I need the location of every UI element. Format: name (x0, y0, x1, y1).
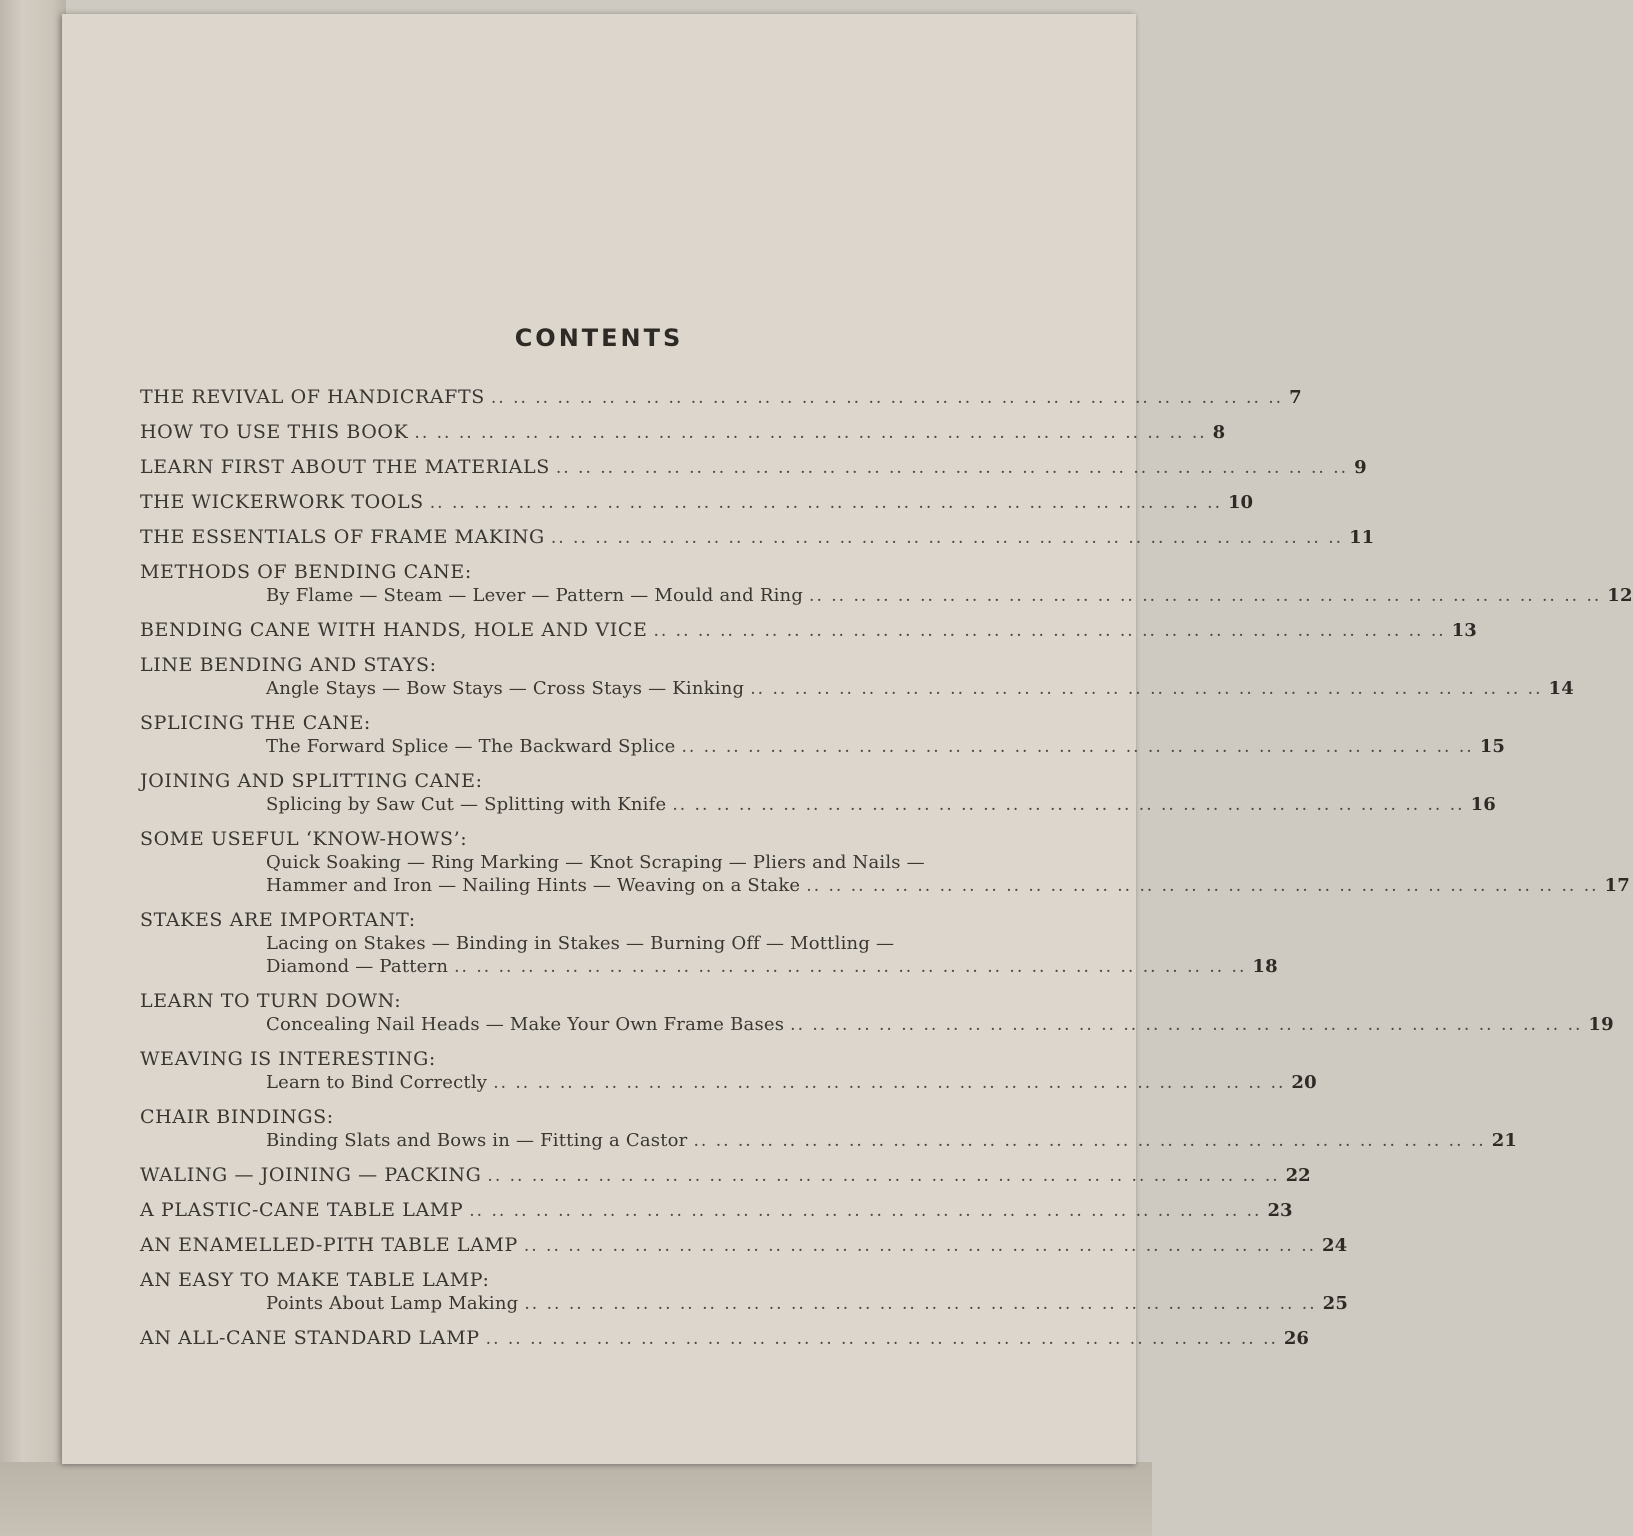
toc-entry (140, 712, 1506, 758)
page-number: 13 (1451, 620, 1477, 641)
page-number: 26 (1283, 1328, 1309, 1349)
dot-leader: .. .. .. .. .. .. .. .. .. .. .. .. .. .. .. .. .. .. .. .. .. .. .. .. .. .. .. .. .. .. .. .. .. .. .. .. (493, 1073, 1286, 1093)
page-number: 23 (1267, 1200, 1293, 1221)
page-number: 15 (1479, 736, 1506, 757)
toc-subheading: By Flame — Steam — Lever — Pattern — Mould and Ring (266, 585, 804, 606)
page-number: 19 (1588, 1014, 1614, 1035)
dot-leader: .. .. .. .. .. .. .. .. .. .. .. .. .. .. .. .. .. .. .. .. .. .. .. .. .. .. .. .. .. .. .. .. .. .. .. .. (790, 1015, 1583, 1035)
toc-line (140, 828, 1054, 851)
dot-leader: .. .. .. .. .. .. .. .. .. .. .. .. .. .. .. .. .. .. .. .. .. .. .. .. .. .. .. .. .. .. .. .. .. .. .. .. (809, 586, 1602, 606)
toc-line (140, 1013, 1614, 1036)
toc-line (140, 851, 1054, 874)
toc-line (140, 526, 1375, 549)
toc-line (140, 491, 1254, 514)
toc-line (140, 793, 1497, 816)
toc-heading: HOW TO USE THIS BOOK (140, 421, 409, 443)
toc-entry (140, 386, 1302, 409)
toc-heading: THE REVIVAL OF HANDICRAFTS (140, 386, 485, 408)
dot-leader: .. .. .. .. .. .. .. .. .. .. .. .. .. .. .. .. .. .. .. .. .. .. .. .. .. .. .. .. .. .. .. .. .. .. .. .. (429, 493, 1222, 513)
toc-line (140, 1048, 1054, 1071)
toc-line (140, 909, 1054, 932)
dot-leader: .. .. .. .. .. .. .. .. .. .. .. .. .. .. .. .. .. .. .. .. .. .. .. .. .. .. .. .. .. .. .. .. .. .. .. .. (693, 1131, 1486, 1151)
page-number: 22 (1285, 1165, 1311, 1186)
toc-subheading: Quick Soaking — Ring Marking — Knot Scraping — Pliers and Nails — (266, 852, 925, 873)
toc-heading: THE ESSENTIALS OF FRAME MAKING (140, 526, 545, 548)
toc-entry (140, 1269, 1349, 1315)
page-number: 12 (1607, 585, 1633, 606)
toc-entry (140, 561, 1633, 607)
toc-line (140, 955, 1278, 978)
toc-entry (140, 421, 1226, 444)
toc-line (140, 735, 1506, 758)
desk-background (0, 0, 66, 1536)
toc-entry (140, 770, 1497, 816)
page-number: 21 (1491, 1130, 1518, 1151)
page-number: 17 (1604, 875, 1630, 896)
dot-leader: .. .. .. .. .. .. .. .. .. .. .. .. .. .. .. .. .. .. .. .. .. .. .. .. .. .. .. .. .. .. .. .. .. .. .. .. (653, 621, 1446, 641)
toc-entry (140, 1164, 1311, 1187)
toc-heading: LINE BENDING AND STAYS: (140, 654, 437, 676)
toc-entry (140, 654, 1574, 700)
toc-line (140, 874, 1630, 897)
toc-entry (140, 491, 1254, 514)
toc-entry (140, 1234, 1348, 1257)
page-number: 14 (1548, 678, 1574, 699)
page-number: 25 (1322, 1293, 1349, 1314)
toc-line (140, 1327, 1309, 1350)
toc-heading: JOINING AND SPLITTING CANE: (140, 770, 483, 792)
toc-heading: METHODS OF BENDING CANE: (140, 561, 472, 583)
toc-heading: WALING — JOINING — PACKING (140, 1164, 482, 1186)
toc-heading: LEARN FIRST ABOUT THE MATERIALS (140, 456, 550, 478)
toc-heading: LEARN TO TURN DOWN: (140, 990, 402, 1012)
dot-leader: .. .. .. .. .. .. .. .. .. .. .. .. .. .. .. .. .. .. .. .. .. .. .. .. .. .. .. .. .. .. .. .. .. .. .. .. (550, 528, 1344, 548)
dot-leader: .. .. .. .. .. .. .. .. .. .. .. .. .. .. .. .. .. .. .. .. .. .. .. .. .. .. .. .. .. .. .. .. .. .. .. .. (672, 795, 1465, 815)
toc-line (140, 712, 1054, 735)
toc-heading: CHAIR BINDINGS: (140, 1106, 334, 1128)
table-of-contents (140, 386, 1633, 1362)
toc-line (140, 1269, 1054, 1292)
dot-leader: .. .. .. .. .. .. .. .. .. .. .. .. .. .. .. .. .. .. .. .. .. .. .. .. .. .. .. .. .. .. .. .. .. .. .. .. (490, 388, 1284, 408)
toc-line (140, 386, 1302, 409)
toc-heading: AN ENAMELLED-PITH TABLE LAMP (140, 1234, 518, 1256)
toc-heading: BENDING CANE WITH HANDS, HOLE AND VICE (140, 619, 648, 641)
toc-line (140, 770, 1054, 793)
toc-entry (140, 828, 1630, 897)
toc-line (140, 1164, 1311, 1187)
toc-line (140, 584, 1633, 607)
toc-heading: STAKES ARE IMPORTANT: (140, 909, 416, 931)
toc-entry (140, 619, 1477, 642)
toc-subheading: Binding Slats and Bows in — Fitting a Castor (266, 1130, 688, 1151)
toc-subheading: Points About Lamp Making (266, 1293, 519, 1314)
dot-leader: .. .. .. .. .. .. .. .. .. .. .. .. .. .. .. .. .. .. .. .. .. .. .. .. .. .. .. .. .. .. .. .. .. .. .. .. (524, 1294, 1317, 1314)
toc-heading: A PLASTIC-CANE TABLE LAMP (140, 1199, 464, 1221)
page-number: 9 (1354, 457, 1367, 478)
dot-leader: .. .. .. .. .. .. .. .. .. .. .. .. .. .. .. .. .. .. .. .. .. .. .. .. .. .. .. .. .. .. .. .. .. .. .. .. (454, 957, 1247, 977)
toc-line (140, 1071, 1317, 1094)
dot-leader: .. .. .. .. .. .. .. .. .. .. .. .. .. .. .. .. .. .. .. .. .. .. .. .. .. .. .. .. .. .. .. .. .. .. .. .. (414, 423, 1207, 443)
toc-line (140, 677, 1574, 700)
page-number: 8 (1212, 422, 1226, 443)
toc-subheading: Hammer and Iron — Nailing Hints — Weaving on a Stake (266, 875, 801, 896)
toc-line (140, 990, 1054, 1013)
toc-entry (140, 990, 1614, 1036)
toc-subheading: Diamond — Pattern (266, 956, 449, 977)
page-number: 20 (1291, 1072, 1317, 1093)
toc-entry (140, 456, 1367, 479)
dot-leader: .. .. .. .. .. .. .. .. .. .. .. .. .. .. .. .. .. .. .. .. .. .. .. .. .. .. .. .. .. .. .. .. .. .. .. .. (523, 1236, 1317, 1256)
desk-surface (0, 1462, 1152, 1536)
toc-line (140, 1129, 1518, 1152)
toc-line (140, 619, 1477, 642)
toc-subheading: Concealing Nail Heads — Make Your Own Frame Bases (266, 1014, 785, 1035)
toc-heading: AN ALL-CANE STANDARD LAMP (140, 1327, 480, 1349)
toc-heading: AN EASY TO MAKE TABLE LAMP: (140, 1269, 490, 1291)
toc-line (140, 1292, 1349, 1315)
toc-entry (140, 526, 1375, 549)
dot-leader: .. .. .. .. .. .. .. .. .. .. .. .. .. .. .. .. .. .. .. .. .. .. .. .. .. .. .. .. .. .. .. .. .. .. .. .. (485, 1329, 1278, 1349)
toc-entry (140, 909, 1278, 978)
dot-leader: .. .. .. .. .. .. .. .. .. .. .. .. .. .. .. .. .. .. .. .. .. .. .. .. .. .. .. .. .. .. .. .. .. .. .. .. (555, 458, 1349, 478)
toc-entry (140, 1048, 1317, 1094)
toc-line (140, 654, 1054, 677)
toc-subheading: Angle Stays — Bow Stays — Cross Stays — Kinking (266, 678, 745, 699)
toc-line (140, 1234, 1348, 1257)
toc-heading: THE WICKERWORK TOOLS (140, 491, 424, 513)
dot-leader: .. .. .. .. .. .. .. .. .. .. .. .. .. .. .. .. .. .. .. .. .. .. .. .. .. .. .. .. .. .. .. .. .. .. .. .. (750, 679, 1543, 699)
toc-entry (140, 1106, 1518, 1152)
toc-heading: WEAVING IS INTERESTING: (140, 1048, 436, 1070)
toc-line (140, 1199, 1293, 1222)
page-number: 18 (1252, 956, 1278, 977)
toc-line (140, 561, 1054, 584)
toc-subheading: Lacing on Stakes — Binding in Stakes — Burning Off — Mottling — (266, 933, 895, 954)
page-title: CONTENTS (514, 324, 684, 352)
dot-leader: .. .. .. .. .. .. .. .. .. .. .. .. .. .. .. .. .. .. .. .. .. .. .. .. .. .. .. .. .. .. .. .. .. .. .. .. (469, 1201, 1262, 1221)
page-number: 11 (1349, 527, 1375, 548)
toc-line (140, 1106, 1054, 1129)
dot-leader: .. .. .. .. .. .. .. .. .. .. .. .. .. .. .. .. .. .. .. .. .. .. .. .. .. .. .. .. .. .. .. .. .. .. .. .. (681, 737, 1474, 757)
dot-leader: .. .. .. .. .. .. .. .. .. .. .. .. .. .. .. .. .. .. .. .. .. .. .. .. .. .. .. .. .. .. .. .. .. .. .. .. (487, 1166, 1280, 1186)
toc-entry (140, 1327, 1309, 1350)
page-number: 16 (1470, 794, 1497, 815)
toc-line (140, 421, 1226, 444)
toc-heading: SOME USEFUL ‘KNOW-HOWS’: (140, 828, 468, 850)
page-number: 7 (1289, 387, 1302, 408)
book-page (62, 14, 1633, 1464)
toc-line (140, 456, 1367, 479)
page-number: 24 (1322, 1235, 1348, 1256)
toc-subheading: Learn to Bind Correctly (266, 1072, 488, 1093)
toc-subheading: The Forward Splice — The Backward Splice (266, 736, 676, 757)
toc-line (140, 932, 1054, 955)
toc-subheading: Splicing by Saw Cut — Splitting with Knife (266, 794, 667, 815)
toc-entry (140, 1199, 1293, 1222)
dot-leader: .. .. .. .. .. .. .. .. .. .. .. .. .. .. .. .. .. .. .. .. .. .. .. .. .. .. .. .. .. .. .. .. .. .. .. .. (806, 876, 1599, 896)
page-number: 10 (1228, 492, 1254, 513)
toc-heading: SPLICING THE CANE: (140, 712, 371, 734)
